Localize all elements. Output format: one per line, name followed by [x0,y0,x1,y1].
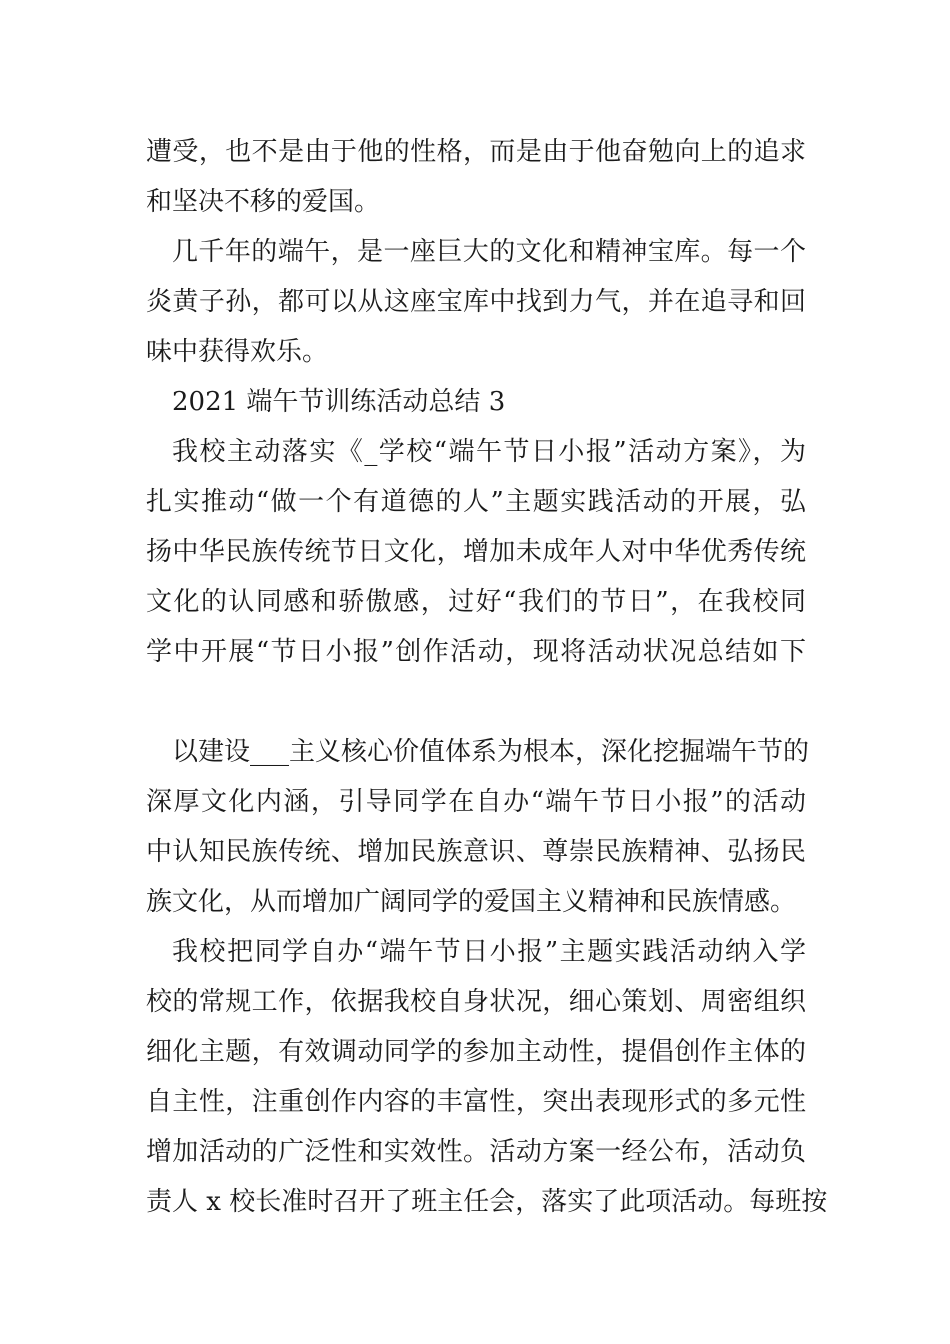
body-text-line: 深厚文化内涵，引导同学在自办“端午节日小报”的活动 [146,787,806,817]
body-text-line: 族文化，从而增加广阔同学的爱国主义精神和民族情感。 [146,887,797,917]
body-text-line: 文化的认同感和骄傲感，过好“我们的节日”，在我校同 [146,587,806,617]
body-text-line: 责人 x 校长准时召开了班主任会，落实了此项活动。每班按 [146,1187,828,1217]
body-text-line: 扎实推动“做一个有道德的人”主题实践活动的开展，弘 [146,487,806,517]
body-text-line: 自主性，注重创作内容的丰富性，突出表现形式的多元性 [146,1087,806,1117]
body-text-line: 炎黄子孙，都可以从这座宝库中找到力气，并在追寻和回 [146,287,806,317]
body-text-line: 以建设___主义核心价值体系为根本，深化挖掘端午节的 [172,737,810,767]
body-text-line: 几千年的端午，是一座巨大的文化和精神宝库。每一个 [172,237,806,267]
body-text-line: 中认知民族传统、增加民族意识、尊崇民族精神、弘扬民 [146,837,806,867]
body-text-line: 和坚决不移的爱国。 [146,187,381,217]
body-text-line: 我校主动落实《_学校“端午节日小报”活动方案》，为 [172,437,806,467]
body-text-line: 味中获得欢乐。 [146,337,329,367]
section-heading: 2021 端午节训练活动总结 3 [172,387,506,417]
body-text-line: 校的常规工作，依据我校自身状况，细心策划、周密组织 [146,987,806,1017]
body-text-line: 我校把同学自办“端午节日小报”主题实践活动纳入学 [172,937,806,967]
body-text-line: 增加活动的广泛性和实效性。活动方案一经公布，活动负 [146,1137,806,1167]
body-text-line: 学中开展“节日小报”创作活动，现将活动状况总结如下 [146,637,806,667]
body-text-line: 扬中华民族传统节日文化，增加未成年人对中华优秀传统 [146,537,806,567]
body-text-line: 细化主题，有效调动同学的参加主动性，提倡创作主体的 [146,1037,806,1067]
body-text-line: 遭受，也不是由于他的性格，而是由于他奋勉向上的追求 [146,137,806,167]
